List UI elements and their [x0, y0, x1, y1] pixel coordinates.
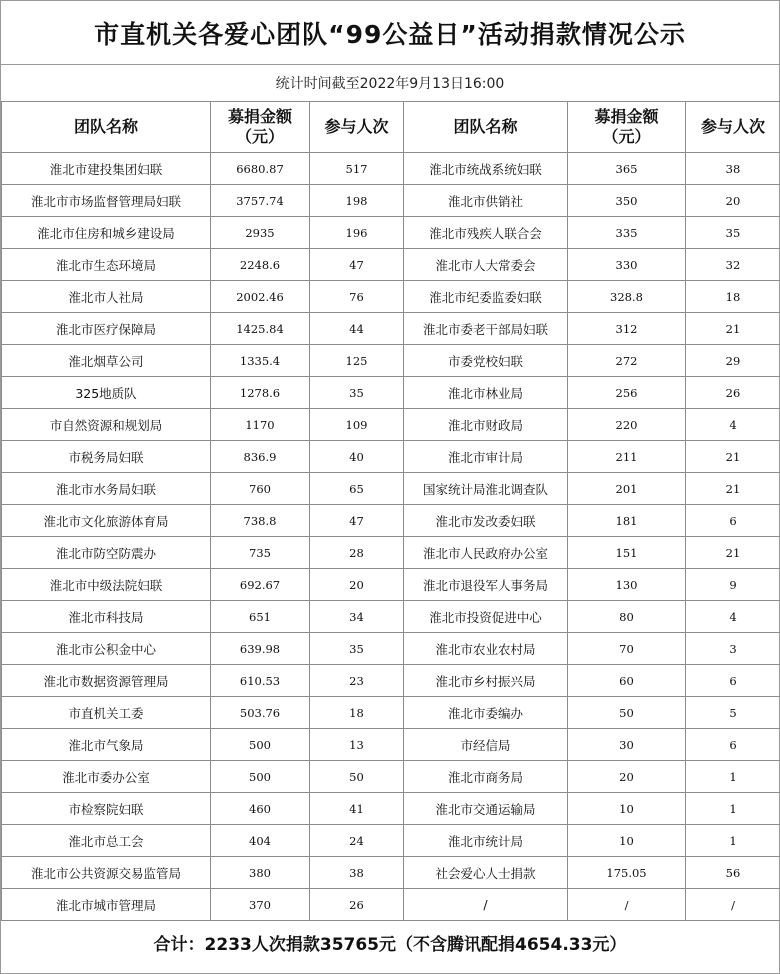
- amount-right: 130: [568, 569, 686, 601]
- amount-right: 220: [568, 409, 686, 441]
- count-left: 517: [310, 153, 404, 185]
- team-name-left: 淮北市城市管理局: [2, 889, 211, 921]
- page-title: 市直机关各爱心团队“99公益日”活动捐款情况公示: [1, 1, 779, 65]
- team-name-right: 淮北市纪委监委妇联: [404, 281, 568, 313]
- team-name-left: 市检察院妇联: [2, 793, 211, 825]
- count-right: 6: [686, 505, 780, 537]
- table-row: [2, 697, 780, 729]
- table-row: [2, 409, 780, 441]
- table-row: [2, 665, 780, 697]
- team-name-left: 淮北市人社局: [2, 281, 211, 313]
- count-left: 24: [310, 825, 404, 857]
- team-name-right: 淮北市财政局: [404, 409, 568, 441]
- team-name-left: 淮北市防空防震办: [2, 537, 211, 569]
- team-name-right: 淮北市供销社: [404, 185, 568, 217]
- amount-right: 335: [568, 217, 686, 249]
- team-name-right: 国家统计局淮北调查队: [404, 473, 568, 505]
- amount-right: 30: [568, 729, 686, 761]
- team-name-left: 淮北市数据资源管理局: [2, 665, 211, 697]
- team-name-left: 淮北市建投集团妇联: [2, 153, 211, 185]
- amount-left: 6680.87: [211, 153, 310, 185]
- team-name-right: 淮北市统计局: [404, 825, 568, 857]
- header-amount-left: [211, 102, 310, 153]
- count-right: 20: [686, 185, 780, 217]
- team-name-left: 市直机关工委: [2, 697, 211, 729]
- amount-left: 380: [211, 857, 310, 889]
- count-right: /: [686, 889, 780, 921]
- team-name-left: 淮北市委办公室: [2, 761, 211, 793]
- header-amount-left-label: 募捐金额（元）: [227, 107, 292, 146]
- count-right: 21: [686, 313, 780, 345]
- team-name-left: 市税务局妇联: [2, 441, 211, 473]
- amount-right: 365: [568, 153, 686, 185]
- amount-left: 735: [211, 537, 310, 569]
- team-name-right: 淮北市委老干部局妇联: [404, 313, 568, 345]
- count-left: 76: [310, 281, 404, 313]
- table-row: [2, 889, 780, 921]
- amount-right: 211: [568, 441, 686, 473]
- amount-right: 256: [568, 377, 686, 409]
- count-right: 29: [686, 345, 780, 377]
- count-left: 26: [310, 889, 404, 921]
- table-header-row: [2, 102, 780, 153]
- amount-left: 836.9: [211, 441, 310, 473]
- team-name-left: 淮北市医疗保障局: [2, 313, 211, 345]
- count-left: 50: [310, 761, 404, 793]
- amount-right: 20: [568, 761, 686, 793]
- header-count-right: 参与人次: [686, 102, 780, 153]
- table-row: [2, 793, 780, 825]
- team-name-left: 淮北市市场监督管理局妇联: [2, 185, 211, 217]
- table-row: [2, 441, 780, 473]
- count-left: 109: [310, 409, 404, 441]
- count-right: 21: [686, 441, 780, 473]
- count-right: 21: [686, 473, 780, 505]
- count-right: 35: [686, 217, 780, 249]
- table-row: [2, 729, 780, 761]
- count-left: 47: [310, 249, 404, 281]
- amount-left: 760: [211, 473, 310, 505]
- table-row: [2, 601, 780, 633]
- team-name-right: 淮北市委编办: [404, 697, 568, 729]
- team-name-right: 淮北市残疾人联合会: [404, 217, 568, 249]
- amount-right: 181: [568, 505, 686, 537]
- amount-left: 1278.6: [211, 377, 310, 409]
- table-row: [2, 473, 780, 505]
- count-left: 20: [310, 569, 404, 601]
- team-name-left: 淮北烟草公司: [2, 345, 211, 377]
- team-name-right: 淮北市商务局: [404, 761, 568, 793]
- statistics-time: 统计时间截至2022年9月13日16:00: [275, 76, 505, 92]
- team-name-right: 市经信局: [404, 729, 568, 761]
- count-left: 40: [310, 441, 404, 473]
- amount-right: 328.8: [568, 281, 686, 313]
- count-right: 4: [686, 409, 780, 441]
- amount-right: 10: [568, 793, 686, 825]
- team-name-left: 325地质队: [2, 377, 211, 409]
- team-name-right: 市委党校妇联: [404, 345, 568, 377]
- amount-left: 639.98: [211, 633, 310, 665]
- table-row: [2, 569, 780, 601]
- team-name-left: 淮北市气象局: [2, 729, 211, 761]
- amount-right: 151: [568, 537, 686, 569]
- count-right: 21: [686, 537, 780, 569]
- team-name-right: 淮北市发改委妇联: [404, 505, 568, 537]
- count-right: 38: [686, 153, 780, 185]
- amount-right: 312: [568, 313, 686, 345]
- amount-left: 2935: [211, 217, 310, 249]
- team-name-left: 淮北市文化旅游体育局: [2, 505, 211, 537]
- amount-left: 370: [211, 889, 310, 921]
- amount-left: 1335.4: [211, 345, 310, 377]
- count-left: 44: [310, 313, 404, 345]
- team-name-left: 淮北市住房和城乡建设局: [2, 217, 211, 249]
- count-left: 34: [310, 601, 404, 633]
- amount-right: 60: [568, 665, 686, 697]
- amount-left: 2002.46: [211, 281, 310, 313]
- count-left: 13: [310, 729, 404, 761]
- team-name-left: 淮北市生态环境局: [2, 249, 211, 281]
- amount-right: 272: [568, 345, 686, 377]
- amount-left: 692.67: [211, 569, 310, 601]
- count-right: 1: [686, 793, 780, 825]
- amount-left: 738.8: [211, 505, 310, 537]
- team-name-right: 淮北市人民政府办公室: [404, 537, 568, 569]
- count-left: 18: [310, 697, 404, 729]
- amount-left: 503.76: [211, 697, 310, 729]
- amount-right: 10: [568, 825, 686, 857]
- header-amount-right: [568, 102, 686, 153]
- table-row: [2, 761, 780, 793]
- count-right: 6: [686, 665, 780, 697]
- table-row: [2, 185, 780, 217]
- count-right: 18: [686, 281, 780, 313]
- amount-left: 500: [211, 729, 310, 761]
- team-name-left: 淮北市水务局妇联: [2, 473, 211, 505]
- amount-right: 201: [568, 473, 686, 505]
- count-left: 35: [310, 377, 404, 409]
- amount-left: 2248.6: [211, 249, 310, 281]
- header-amount-right-label: 募捐金额（元）: [594, 107, 659, 146]
- count-left: 47: [310, 505, 404, 537]
- table-row: [2, 857, 780, 889]
- amount-right: 175.05: [568, 857, 686, 889]
- team-name-left: 淮北市公共资源交易监管局: [2, 857, 211, 889]
- table-row: [2, 153, 780, 185]
- team-name-right: 淮北市交通运输局: [404, 793, 568, 825]
- table-row: [2, 537, 780, 569]
- count-right: 9: [686, 569, 780, 601]
- table-row: [2, 249, 780, 281]
- total-summary: 合计：2233人次捐款35765元（不含腾讯配捐4654.33元）: [153, 935, 627, 955]
- count-left: 28: [310, 537, 404, 569]
- count-right: 6: [686, 729, 780, 761]
- table-row: [2, 281, 780, 313]
- team-name-right: 淮北市投资促进中心: [404, 601, 568, 633]
- team-name-right: 淮北市林业局: [404, 377, 568, 409]
- header-team-name-right: 团队名称: [404, 102, 568, 153]
- table-row: [2, 217, 780, 249]
- count-right: 26: [686, 377, 780, 409]
- amount-left: 610.53: [211, 665, 310, 697]
- count-left: 125: [310, 345, 404, 377]
- count-left: 38: [310, 857, 404, 889]
- team-name-right: 淮北市农业农村局: [404, 633, 568, 665]
- count-left: 23: [310, 665, 404, 697]
- count-left: 198: [310, 185, 404, 217]
- table-row: [2, 505, 780, 537]
- table-row: [2, 313, 780, 345]
- amount-left: 460: [211, 793, 310, 825]
- amount-left: 500: [211, 761, 310, 793]
- team-name-right: /: [404, 889, 568, 921]
- amount-right: 350: [568, 185, 686, 217]
- team-name-left: 市自然资源和规划局: [2, 409, 211, 441]
- header-team-name-left: 团队名称: [2, 102, 211, 153]
- count-right: 3: [686, 633, 780, 665]
- amount-left: 651: [211, 601, 310, 633]
- amount-left: 3757.74: [211, 185, 310, 217]
- count-left: 41: [310, 793, 404, 825]
- team-name-right: 淮北市审计局: [404, 441, 568, 473]
- amount-right: 80: [568, 601, 686, 633]
- amount-left: 1170: [211, 409, 310, 441]
- count-left: 35: [310, 633, 404, 665]
- count-right: 32: [686, 249, 780, 281]
- donation-table: [1, 101, 780, 921]
- amount-right: /: [568, 889, 686, 921]
- table-row: [2, 633, 780, 665]
- count-left: 196: [310, 217, 404, 249]
- table-body: [2, 153, 780, 921]
- team-name-right: 淮北市统战系统妇联: [404, 153, 568, 185]
- team-name-left: 淮北市公积金中心: [2, 633, 211, 665]
- team-name-left: 淮北市科技局: [2, 601, 211, 633]
- count-right: 1: [686, 825, 780, 857]
- team-name-right: 淮北市退役军人事务局: [404, 569, 568, 601]
- table-row: [2, 345, 780, 377]
- count-right: 56: [686, 857, 780, 889]
- header-count-left: 参与人次: [310, 102, 404, 153]
- amount-right: 50: [568, 697, 686, 729]
- team-name-left: 淮北市中级法院妇联: [2, 569, 211, 601]
- table-row: [2, 825, 780, 857]
- count-right: 4: [686, 601, 780, 633]
- amount-left: 404: [211, 825, 310, 857]
- amount-right: 330: [568, 249, 686, 281]
- amount-right: 70: [568, 633, 686, 665]
- count-left: 65: [310, 473, 404, 505]
- team-name-right: 淮北市人大常委会: [404, 249, 568, 281]
- table-row: [2, 377, 780, 409]
- team-name-right: 淮北市乡村振兴局: [404, 665, 568, 697]
- amount-left: 1425.84: [211, 313, 310, 345]
- team-name-right: 社会爱心人士捐款: [404, 857, 568, 889]
- count-right: 5: [686, 697, 780, 729]
- count-right: 1: [686, 761, 780, 793]
- team-name-left: 淮北市总工会: [2, 825, 211, 857]
